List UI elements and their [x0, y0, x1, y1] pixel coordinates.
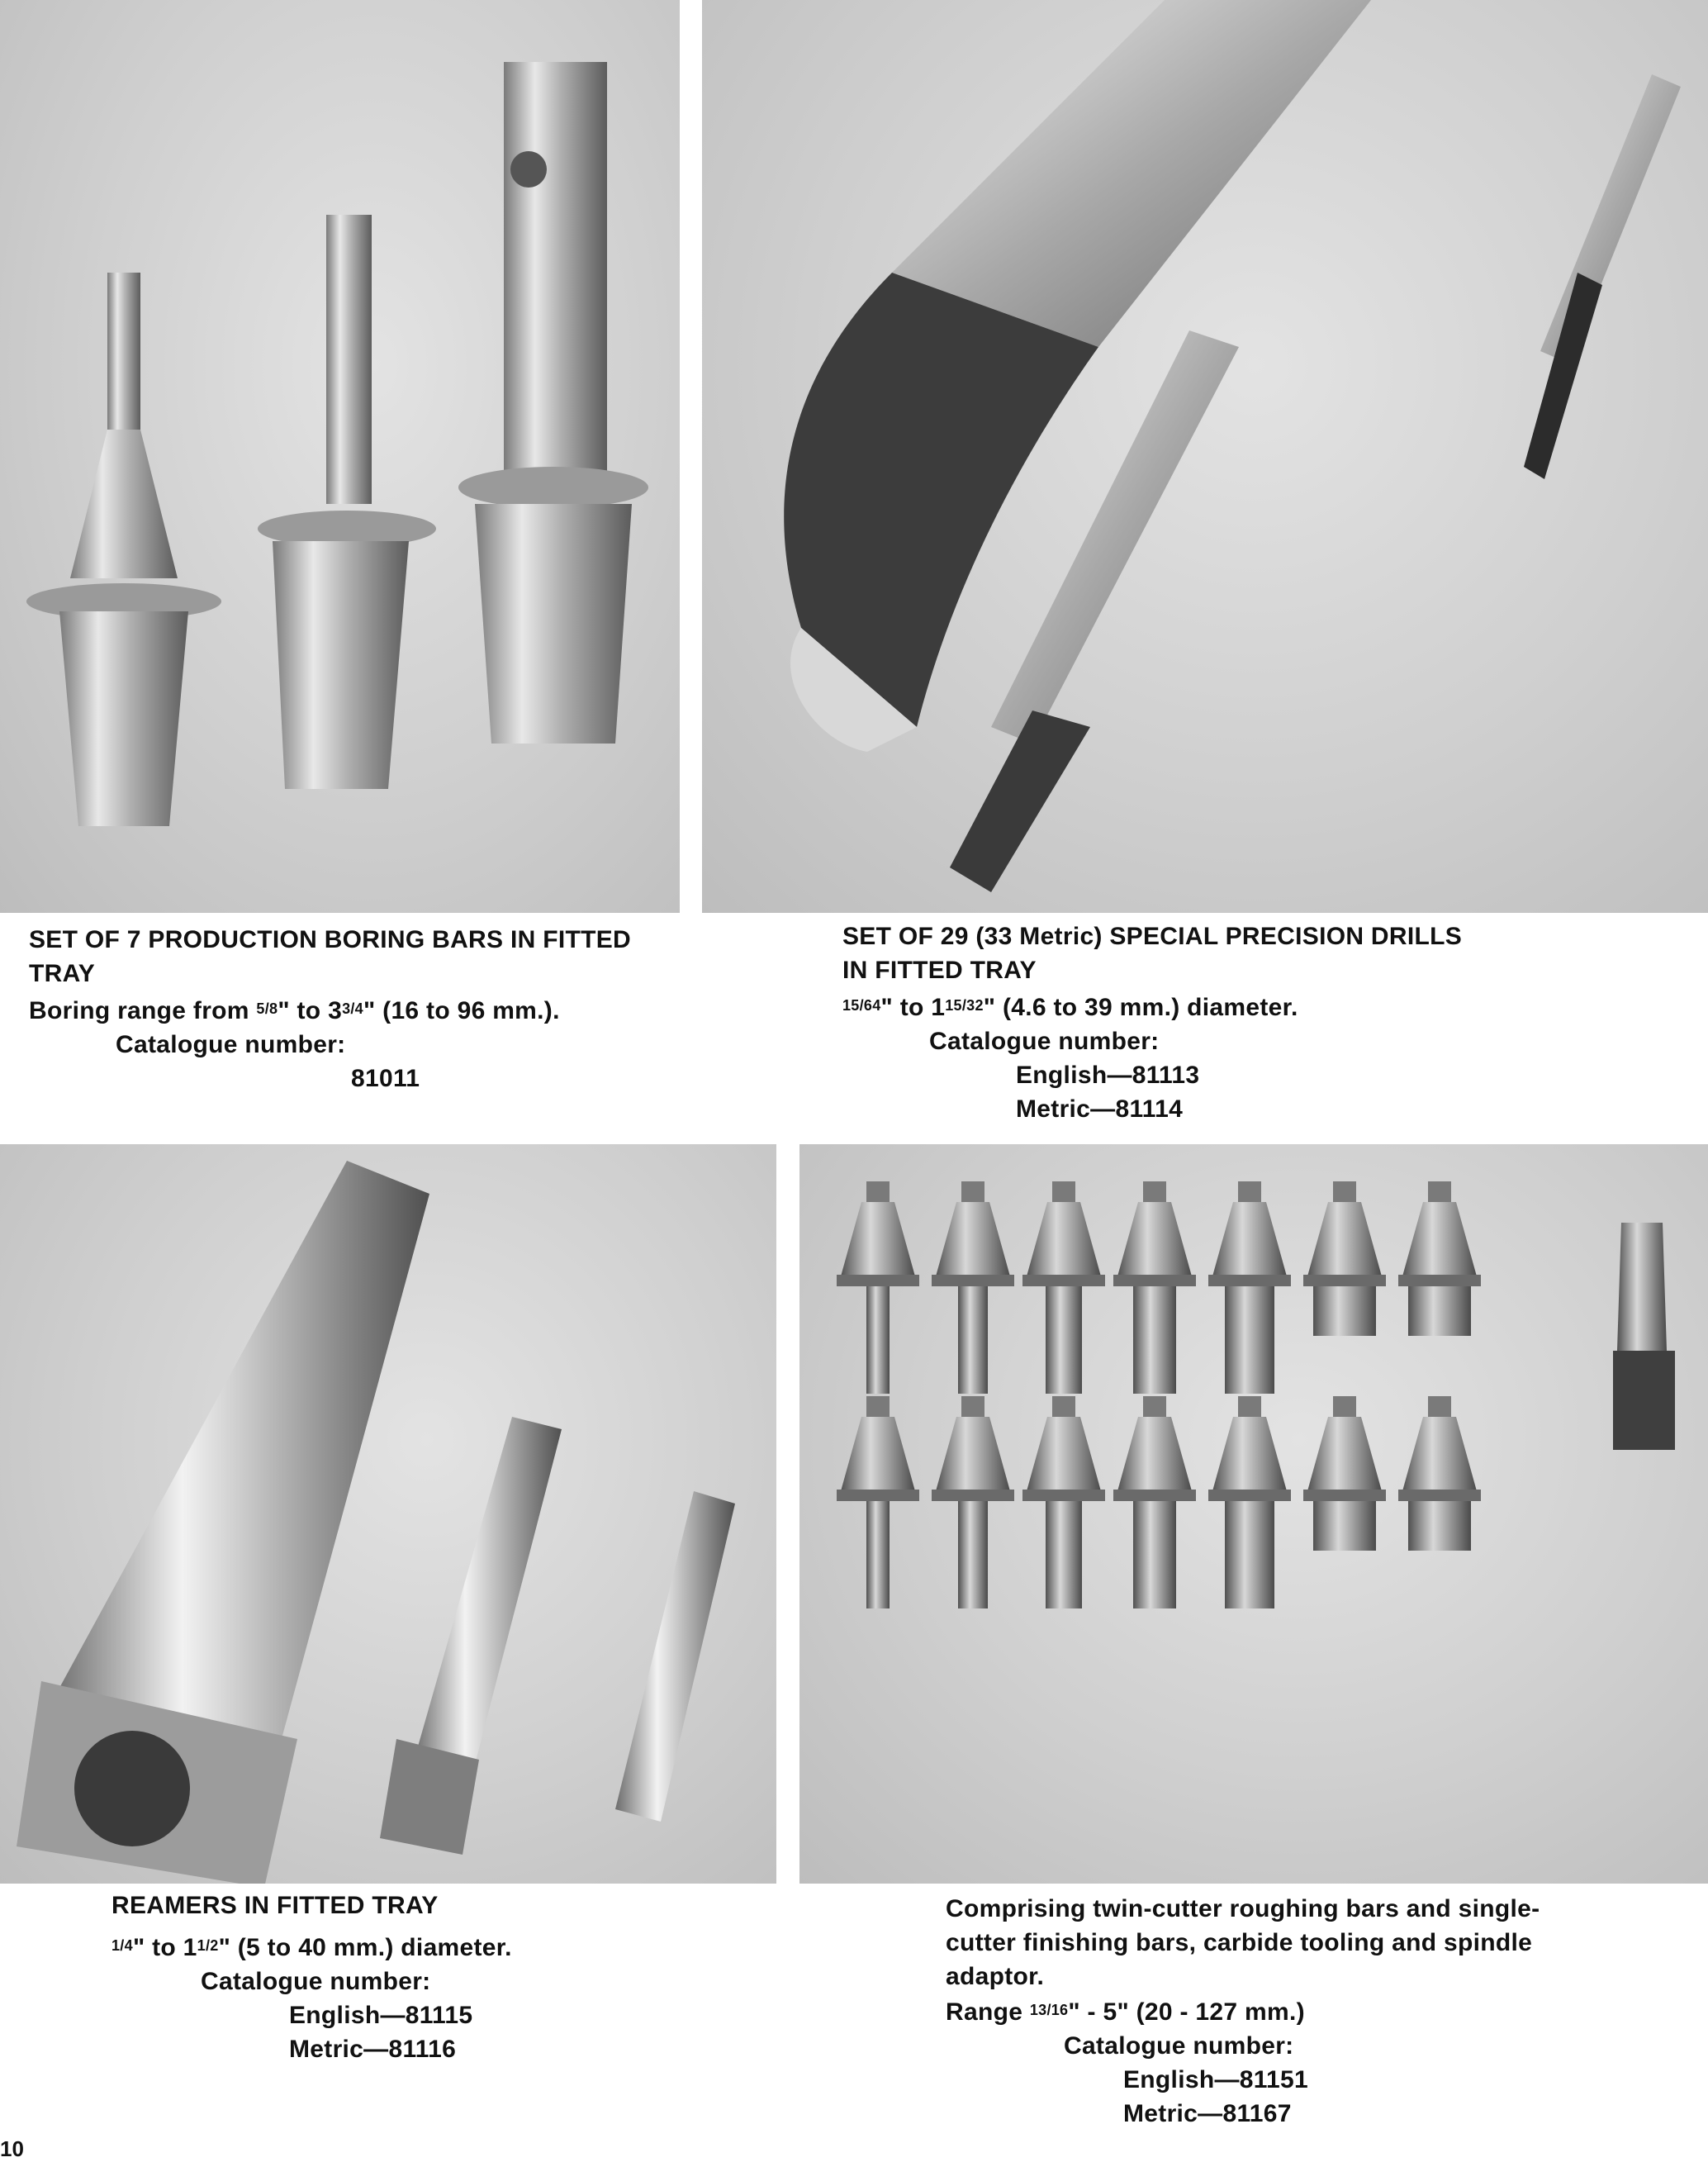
description-line: Comprising twin-cutter roughing bars and single- [946, 1895, 1540, 1922]
caption-title-line: REAMERS IN FITTED TRAY [111, 1892, 439, 1919]
spindle-adaptor [1613, 1223, 1675, 1450]
catalogue-label: Catalogue number: [1064, 2032, 1294, 2060]
tool-holder [932, 1396, 1014, 1608]
tool-holder [1208, 1181, 1291, 1394]
catalogue-english: English—81113 [1016, 1062, 1200, 1089]
caption-boring-bars [29, 923, 631, 1095]
catalogue-label: Catalogue number: [201, 1968, 431, 1995]
tool-holder [837, 1181, 919, 1394]
description-line: cutter finishing bars, carbide tooling and spindle [946, 1929, 1533, 1956]
tool-holder [1022, 1181, 1105, 1394]
range-line: $^{15/64}$" to $1^{15/32}$" (4.6 to 39 mm.) diameter. [842, 994, 1298, 1021]
photo-reamers [0, 1144, 776, 1884]
tool-holder [1303, 1396, 1386, 1551]
description-line: adaptor. [946, 1963, 1045, 1990]
tool-holder [1398, 1181, 1481, 1336]
range-line: Range $^{13/16}$" - 5" (20 - 127 mm.) [946, 1998, 1305, 2026]
tool-holder [932, 1181, 1014, 1394]
tool-holder [1022, 1396, 1105, 1608]
photo-roughing-bars-set [799, 1144, 1708, 1884]
caption-precision-drills [842, 919, 1462, 1126]
caption-title-line: SET OF 29 (33 Metric) SPECIAL PRECISION DRILLS [842, 923, 1463, 950]
catalogue-metric: Metric—81167 [1123, 2100, 1292, 2127]
catalogue-metric: Metric—81114 [1016, 1095, 1184, 1123]
catalogue-label: Catalogue number: [116, 1031, 346, 1058]
catalogue-value: 81011 [351, 1065, 420, 1092]
caption-title-line: IN FITTED TRAY [842, 957, 1037, 984]
photo-boring-bars [0, 0, 680, 913]
photo-precision-drills [702, 0, 1708, 913]
range-line: Boring range from $^{5/8}$" to $3^{3/4}$" (16 to 96 mm.). [29, 997, 560, 1024]
tool-holder [1113, 1396, 1196, 1608]
tool-holder [837, 1396, 919, 1608]
caption-reamers [111, 1889, 512, 2066]
page-number: 10 [0, 2136, 24, 2161]
tool-holder [1113, 1181, 1196, 1394]
caption-title-line: SET OF 7 PRODUCTION BORING BARS IN FITTED [29, 926, 631, 953]
catalogue-metric: Metric—81116 [289, 2036, 457, 2063]
tool-holder [1303, 1181, 1386, 1336]
catalogue-label: Catalogue number: [929, 1028, 1160, 1055]
range-line: $^{1/4}$" to $1^{1/2}$" (5 to 40 mm.) diameter. [111, 1934, 512, 1961]
caption-title-line: TRAY [29, 960, 96, 987]
tool-holder [1208, 1396, 1291, 1608]
caption-roughing-bars [946, 1892, 1540, 2131]
tool-holder [1398, 1396, 1481, 1551]
catalogue-english: English—81151 [1123, 2066, 1309, 2093]
catalogue-english: English—81115 [289, 2002, 473, 2029]
